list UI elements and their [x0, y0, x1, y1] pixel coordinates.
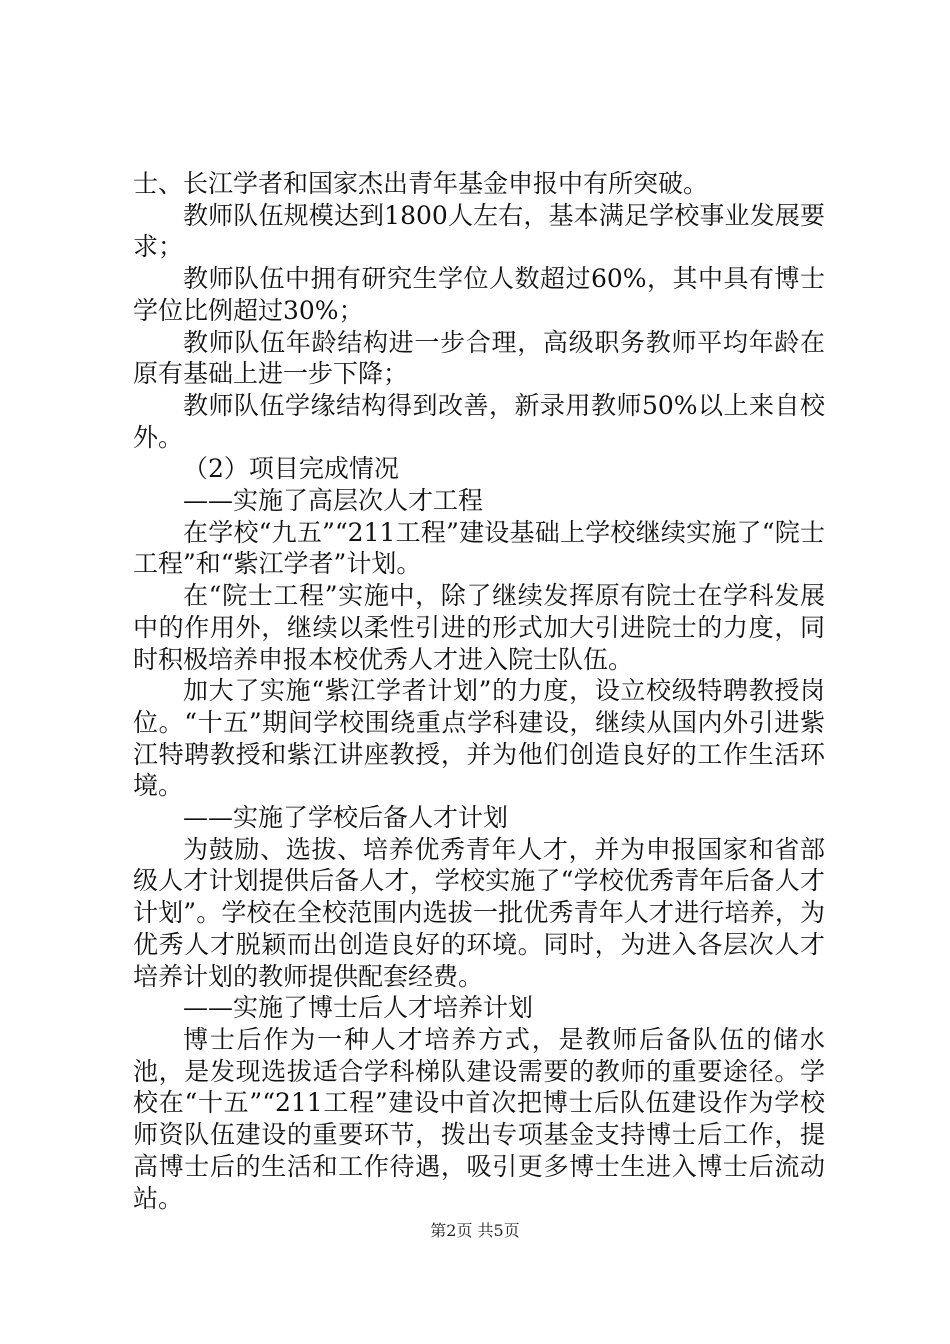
- paragraph-14: 博士后作为一种人才培养方式，是教师后备队伍的储水池，是发现选拔适合学科梯队建设需要的教师的重要途径。学校在“十五”“211工程”建设中首次把博士后队伍建设作为学校师资队伍建设的重要环节，拨出专项基金支持博士后工作，提高博士后的生活和工作待遇，吸引更多博士生进入博士后流动站。: [133, 1024, 825, 1213]
- paragraph-8: 在学校“九五”“211工程”建设基础上学校继续实施了“院士工程”和“紫江学者”计划。: [133, 517, 825, 579]
- page-number-footer: 第2页 共5页: [430, 1221, 520, 1240]
- paragraph-1: 士、长江学者和国家杰出青年基金申报中有所突破。: [133, 169, 709, 198]
- paragraph-9: 在“院士工程”实施中，除了继续发挥原有院士在学科发展中的作用外，继续以柔性引进的形式加大引进院士的力度，同时积极培养申报本校优秀人才进入院士队伍。: [133, 581, 825, 674]
- paragraph-5: 教师队伍学缘结构得到改善，新录用教师50%以上来自校外。: [133, 390, 825, 452]
- paragraph-3: 教师队伍中拥有研究生学位人数超过60%，其中具有博士学位比例超过30%；: [133, 264, 825, 325]
- subheading-postdoc: ——实施了博士后人才培养计划: [183, 993, 534, 1023]
- paragraph-10: 加大了实施“紫江学者计划”的力度，设立校级特聘教授岗位。“十五”期间学校围绕重点学科建设，继续从国内外引进紫江特聘教授和紫江讲座教授，并为他们创造良好的工作生活环境。: [133, 676, 825, 801]
- paragraph-2: 教师队伍规模达到1800人左右，基本满足学校事业发展要求；: [133, 200, 825, 262]
- paragraph-4: 教师队伍年龄结构进一步合理，高级职务教师平均年龄在原有基础上进一步下降；: [133, 327, 825, 389]
- subheading-reserve-talent: ——实施了学校后备人才计划: [183, 803, 509, 833]
- paragraph-12: 为鼓励、选拔、培养优秀青年人才，并为申报国家和省部级人才计划提供后备人才，学校实施了“学校优秀青年后备人才计划”。学校在全校范围内选拔一批优秀青年人才进行培养，为优秀人才脱颖而出创造良好的环境。同时，为进入各层次人才培养计划的教师提供配套经费。: [133, 834, 825, 991]
- section-heading: （2）项目完成情况: [183, 454, 399, 484]
- subheading-high-level-talent: ——实施了高层次人才工程: [183, 486, 484, 516]
- document-body: [133, 168, 825, 1214]
